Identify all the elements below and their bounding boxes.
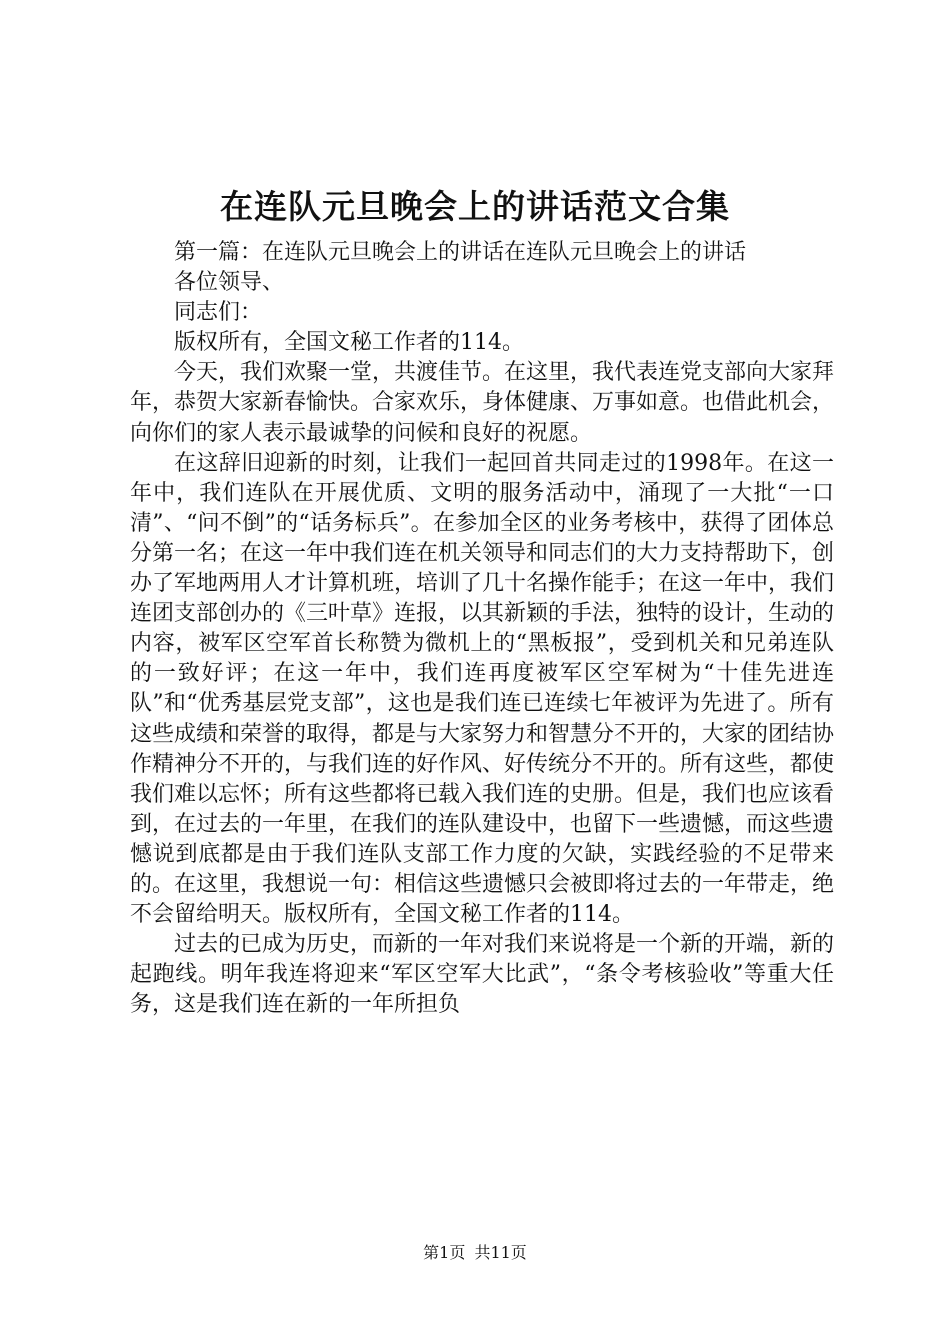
- paragraph-review: 在这辞旧迎新的时刻，让我们一起回首共同走过的1998年。在这一年中，我们连队在开展优质、文明的服务活动中，涌现了一大批“一口清”、“问不倒”的“话务标兵”。在参加全区的业务考核中，获得了团体总分第一名；在这一年中我们连在机关领导和同志们的大力支持帮助下，创办了军地两用人才计算机班，培训了几十名操作能手；在这一年中，我们连团支部创办的《三叶草》连报，以其新颖的手法，独特的设计，生动的内容，被军区空军首长称赞为微机上的“黑板报”，受到机关和兄弟连队的一致好评；在这一年中，我们连再度被军区空军树为“十佳先进连队”和“优秀基层党支部”，这也是我们连已连续七年被评为先进了。所有这些成绩和荣誉的取得，都是与大家努力和智慧分不开的，大家的团结协作精神分不开的，与我们连的好作风、好传统分不开的。所有这些，都使我们难以忘怀；所有这些都将已载入我们连的史册。但是，我们也应该看到，在过去的一年里，在我们的连队建设中，也留下一些遗憾，而这些遗憾说到底都是由于我们连队支部工作力度的欠缺，实践经验的不足带来的。在这里，我想说一句：相信这些遗憾只会被即将过去的一年带走，绝不会留给明天。版权所有，全国文秘工作者的114。: [130, 450, 835, 928]
- paragraph-salutation-comrades: 同志们：: [174, 300, 263, 326]
- paragraph-copyright: 版权所有，全国文秘工作者的114。: [174, 330, 524, 356]
- paragraph-salutation-leaders: 各位领导、: [174, 270, 285, 296]
- paragraph-outlook: 过去的已成为历史，而新的一年对我们来说将是一个新的开端，新的起跑线。明年我连将迎来“军区空军大比武”，“条令考核验收”等重大任务，这是我们连在新的一年所担负: [130, 932, 835, 1018]
- document-body: [130, 238, 834, 1020]
- document-title: 在连队元旦晚会上的讲话范文合集: [220, 187, 730, 226]
- page-number-footer: 第1页 共11页: [423, 1243, 527, 1262]
- paragraph-heading: 第一篇：在连队元旦晚会上的讲话在连队元旦晚会上的讲话: [174, 240, 747, 265]
- paragraph-greeting: 今天，我们欢聚一堂，共渡佳节。在这里，我代表连党支部向大家拜年，恭贺大家新春愉快。合家欢乐，身体健康、万事如意。也借此机会，向你们的家人表示最诚挚的问候和良好的祝愿。: [130, 360, 835, 446]
